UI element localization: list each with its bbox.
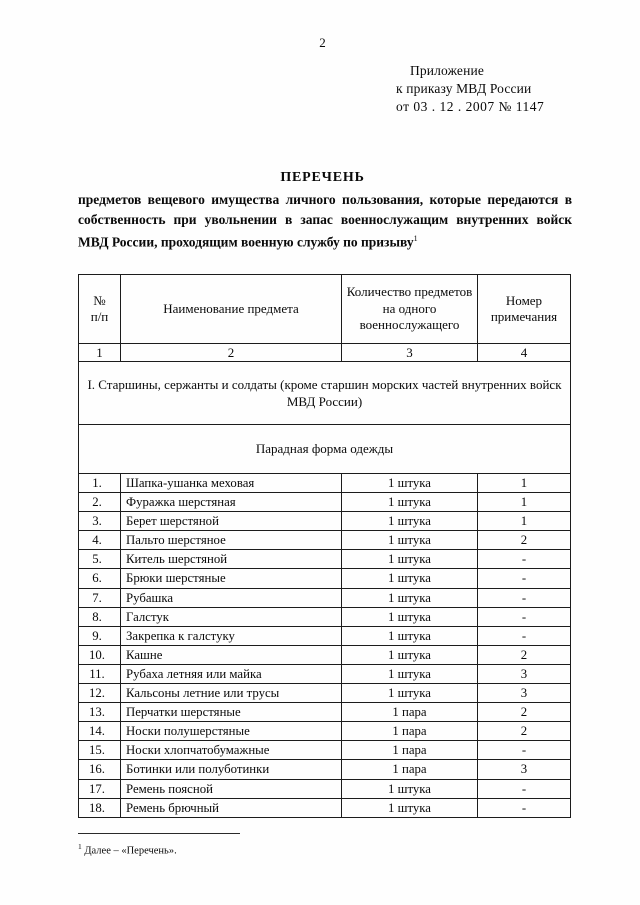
- row-item-name-cell: Перчатки шерстяные: [121, 703, 342, 722]
- row-note-cell: -: [478, 626, 571, 645]
- table-row: [79, 588, 571, 607]
- row-index-cell: 5.: [79, 550, 121, 569]
- row-item-name-cell: Носки полушерстяные: [121, 722, 342, 741]
- row-index-cell: 8.: [79, 607, 121, 626]
- row-quantity-cell: 1 штука: [342, 588, 478, 607]
- subsection-heading-text: Парадная форма одежды: [79, 425, 571, 474]
- items-table-body: [79, 474, 571, 818]
- row-index-cell: 15.: [79, 741, 121, 760]
- appendix-reference-block: [396, 62, 544, 116]
- row-item-name-cell: Берет шерстяной: [121, 512, 342, 531]
- row-index-cell: 3.: [79, 512, 121, 531]
- row-note-cell: 3: [478, 684, 571, 703]
- table-row: [79, 569, 571, 588]
- column-number-3: 3: [342, 344, 478, 362]
- table-row: [79, 607, 571, 626]
- row-quantity-cell: 1 штука: [342, 569, 478, 588]
- row-quantity-cell: 1 пара: [342, 741, 478, 760]
- row-index-cell: 17.: [79, 779, 121, 798]
- document-subtitle: [78, 190, 572, 252]
- row-quantity-cell: 1 штука: [342, 626, 478, 645]
- document-title: ПЕРЕЧЕНЬ: [280, 170, 365, 185]
- row-index-cell: 14.: [79, 722, 121, 741]
- column-number-2: 2: [121, 344, 342, 362]
- footnote-marker: 1: [78, 842, 82, 851]
- header-cell-note-number: Номер примечания: [478, 275, 571, 344]
- footnote: [78, 840, 177, 859]
- row-item-name-cell: Брюки шерстяные: [121, 569, 342, 588]
- row-index-cell: 13.: [79, 703, 121, 722]
- table-row: [79, 474, 571, 493]
- page-number: 2: [319, 35, 326, 50]
- row-index-cell: 11.: [79, 664, 121, 683]
- row-note-cell: 3: [478, 760, 571, 779]
- row-index-cell: 6.: [79, 569, 121, 588]
- row-quantity-cell: 1 штука: [342, 493, 478, 512]
- row-item-name-cell: Ботинки или полуботинки: [121, 760, 342, 779]
- row-quantity-cell: 1 пара: [342, 722, 478, 741]
- row-item-name-cell: Кальсоны летние или трусы: [121, 684, 342, 703]
- column-number-4: 4: [478, 344, 571, 362]
- row-item-name-cell: Фуражка шерстяная: [121, 493, 342, 512]
- row-item-name-cell: Ремень поясной: [121, 779, 342, 798]
- footnote-separator-rule: [78, 833, 240, 834]
- row-item-name-cell: Галстук: [121, 607, 342, 626]
- table-row: [79, 645, 571, 664]
- header-index-line1: №: [93, 292, 106, 308]
- row-item-name-cell: Ремень брючный: [121, 798, 342, 817]
- document-subtitle-text: предметов вещевого имущества личного пользования, которые передаются в собственность при увольнении в запас военнослужащим внутренних войск МВД России, проходящим военную службу по призыву: [78, 192, 572, 250]
- table-row: [79, 684, 571, 703]
- row-index-cell: 7.: [79, 588, 121, 607]
- row-note-cell: 3: [478, 664, 571, 683]
- header-cell-index: [79, 275, 121, 344]
- row-item-name-cell: Рубашка: [121, 588, 342, 607]
- header-index-line2: п/п: [90, 309, 109, 324]
- row-item-name-cell: Шапка-ушанка меховая: [121, 474, 342, 493]
- row-item-name-cell: Пальто шерстяное: [121, 531, 342, 550]
- row-note-cell: -: [478, 779, 571, 798]
- table-row: [79, 664, 571, 683]
- row-note-cell: 2: [478, 645, 571, 664]
- row-index-cell: 12.: [79, 684, 121, 703]
- row-index-cell: 16.: [79, 760, 121, 779]
- row-quantity-cell: 1 штука: [342, 798, 478, 817]
- row-item-name-cell: Носки хлопчатобумажные: [121, 741, 342, 760]
- row-note-cell: 1: [478, 512, 571, 531]
- table-row: [79, 779, 571, 798]
- table-row: [79, 703, 571, 722]
- row-note-cell: -: [478, 588, 571, 607]
- items-table-wrapper: [78, 274, 570, 818]
- row-quantity-cell: 1 штука: [342, 684, 478, 703]
- row-note-cell: -: [478, 798, 571, 817]
- table-row: [79, 760, 571, 779]
- footnote-text: Далее – «Перечень».: [84, 845, 177, 857]
- table-row: [79, 798, 571, 817]
- row-quantity-cell: 1 пара: [342, 760, 478, 779]
- row-quantity-cell: 1 штука: [342, 607, 478, 626]
- table-subsection-heading-row: [79, 425, 571, 474]
- row-note-cell: 2: [478, 531, 571, 550]
- row-note-cell: 1: [478, 474, 571, 493]
- row-quantity-cell: 1 штука: [342, 779, 478, 798]
- table-row: [79, 493, 571, 512]
- row-note-cell: 2: [478, 722, 571, 741]
- row-quantity-cell: 1 штука: [342, 474, 478, 493]
- row-quantity-cell: 1 штука: [342, 645, 478, 664]
- table-column-number-row: [79, 344, 571, 362]
- row-note-cell: 2: [478, 703, 571, 722]
- row-item-name-cell: Китель шерстяной: [121, 550, 342, 569]
- row-item-name-cell: Кашне: [121, 645, 342, 664]
- appendix-label: Приложение: [410, 63, 484, 78]
- table-row: [79, 512, 571, 531]
- row-quantity-cell: 1 штука: [342, 550, 478, 569]
- column-number-1: 1: [79, 344, 121, 362]
- appendix-order-authority: к приказу МВД России: [396, 81, 532, 96]
- table-row: [79, 722, 571, 741]
- row-item-name-cell: Закрепка к галстуку: [121, 626, 342, 645]
- table-row: [79, 626, 571, 645]
- row-index-cell: 4.: [79, 531, 121, 550]
- table-section-heading-row: [79, 362, 571, 425]
- table-row: [79, 531, 571, 550]
- table-row: [79, 741, 571, 760]
- row-note-cell: -: [478, 569, 571, 588]
- row-note-cell: -: [478, 550, 571, 569]
- row-quantity-cell: 1 штука: [342, 512, 478, 531]
- subtitle-footnote-marker: 1: [413, 234, 418, 243]
- row-index-cell: 18.: [79, 798, 121, 817]
- table-row: [79, 550, 571, 569]
- row-index-cell: 10.: [79, 645, 121, 664]
- appendix-order-date-number: от 03 . 12 . 2007 № 1147: [396, 99, 545, 114]
- section-heading-text: I. Старшины, сержанты и солдаты (кроме старшин морских частей внутренних войск МВД России): [79, 362, 571, 425]
- table-header-row: [79, 275, 571, 344]
- row-index-cell: 2.: [79, 493, 121, 512]
- row-quantity-cell: 1 штука: [342, 531, 478, 550]
- row-index-cell: 1.: [79, 474, 121, 493]
- items-table: [78, 274, 571, 818]
- row-note-cell: -: [478, 741, 571, 760]
- header-cell-item-name: Наименование предмета: [121, 275, 342, 344]
- header-cell-quantity: Количество предметов на одного военнослужащего: [342, 275, 478, 344]
- row-note-cell: -: [478, 607, 571, 626]
- row-quantity-cell: 1 пара: [342, 703, 478, 722]
- row-quantity-cell: 1 штука: [342, 664, 478, 683]
- row-index-cell: 9.: [79, 626, 121, 645]
- row-note-cell: 1: [478, 493, 571, 512]
- row-item-name-cell: Рубаха летняя или майка: [121, 664, 342, 683]
